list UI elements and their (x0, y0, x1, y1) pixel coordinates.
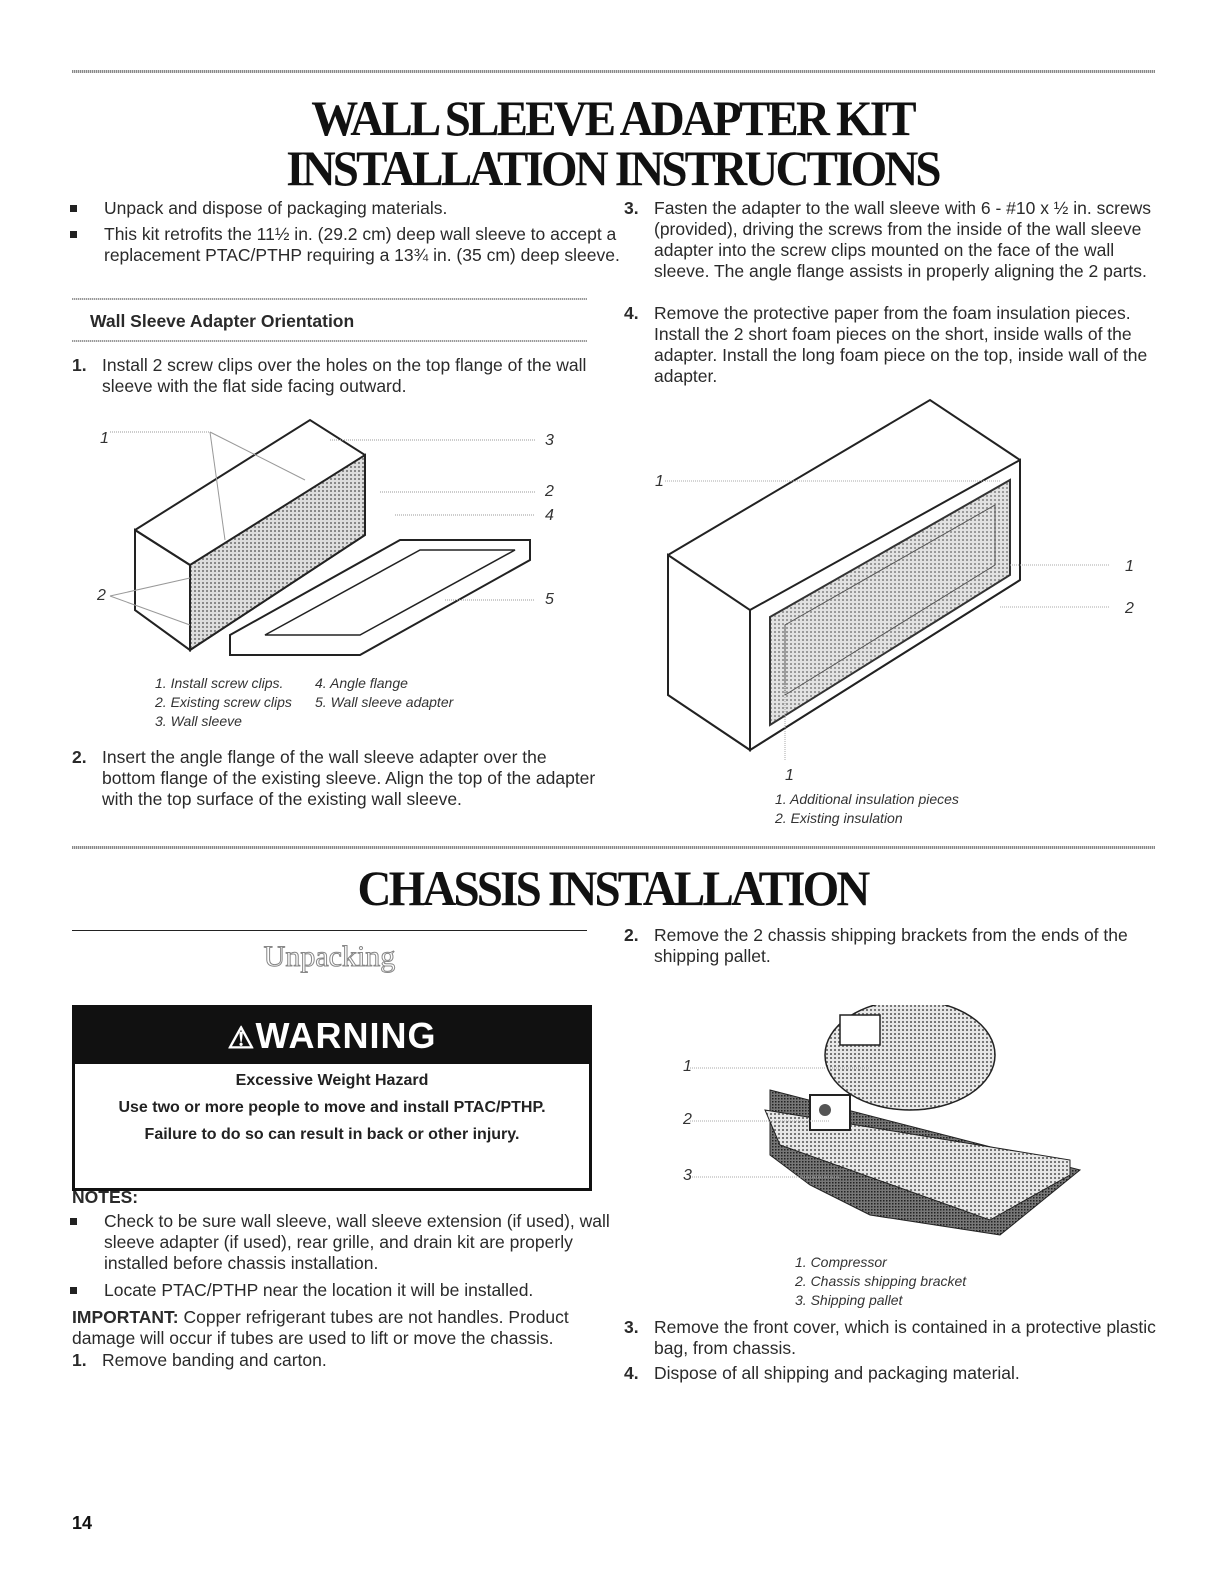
step-number: 3. (624, 1317, 639, 1337)
warning-line: Failure to do so can result in back or other injury. (144, 1126, 520, 1143)
figure1-callout: 4 (545, 507, 554, 524)
figure3-caption: 1. Compressor (795, 1254, 887, 1270)
figure1-callout: 2 (97, 587, 106, 604)
figure-wall-sleeve-adapter (90, 410, 570, 660)
step-number: 2. (72, 747, 87, 767)
figure3-caption: 3. Shipping pallet (795, 1292, 903, 1308)
warning-triangle-icon: ⚠ (227, 1022, 256, 1055)
warning-header (75, 1008, 589, 1064)
note-bullet: Check to be sure wall sleeve, wall sleeve extension (if used), wall sleeve adapter (if used), rear grille, and drain kit are properly installed before chassis installation. (62, 1211, 624, 1274)
warning-box (72, 1005, 592, 1191)
figure2-callout: 1 (655, 473, 664, 490)
figure1-callout: 3 (545, 432, 554, 449)
step-number: 1. (72, 1350, 87, 1370)
page-number: 14 (72, 1513, 93, 1533)
figure1-caption: 2. Existing screw clips (155, 694, 292, 710)
warning-line: Excessive Weight Hazard (235, 1072, 429, 1089)
important-note (72, 1307, 587, 1349)
page-title-line2: INSTALLATION INSTRUCTIONS (286, 140, 939, 196)
orientation-step-1 (72, 355, 607, 397)
note-bullet: Locate PTAC/PTHP near the location it will be installed. (62, 1280, 624, 1301)
mid-divider (72, 846, 1155, 849)
figure-insulation (650, 395, 1130, 775)
figure1-callout: 5 (545, 591, 554, 608)
step-number: 4. (624, 303, 639, 323)
section-rule-bottom (72, 340, 587, 342)
figure1-callout: 2 (545, 483, 554, 500)
step-text: Fasten the adapter to the wall sleeve with 6 - #10 x ½ in. screws (provided), driving the screws from the inside of the wall sleeve adapter into the screw clips mounted on the face of the wall sleeve. The angle flange assists in properly aligning the 2 parts. (654, 198, 1152, 281)
figure3-callout: 2 (683, 1111, 692, 1128)
page-title-line1: WALL SLEEVE ADAPTER KIT (311, 90, 914, 146)
chassis-step-3 (624, 1317, 1174, 1359)
step-number: 2. (624, 925, 639, 945)
figure2-callout: 2 (1125, 600, 1134, 617)
figure2-caption: 2. Existing insulation (775, 810, 903, 826)
step-number: 1. (72, 355, 87, 375)
adapter-step-3 (624, 198, 1174, 282)
figure3-callout: 1 (683, 1058, 692, 1075)
step-text: Remove the protective paper from the foam insulation pieces. Install the 2 short foam pieces on the short, inside walls of the adapter. Install the long foam piece on the top, inside wall of the adapter. (654, 303, 1148, 386)
important-text: Copper refrigerant tubes are not handles. Product damage will occur if tubes are used to lift or move the chassis. (72, 1307, 569, 1348)
figure2-callout: 1 (1125, 558, 1134, 575)
step-number: 4. (624, 1363, 639, 1383)
unpacking-rule (72, 930, 587, 931)
step-number: 3. (624, 198, 639, 218)
figure3-callout: 3 (683, 1167, 692, 1184)
figure1-caption: 3. Wall sleeve (155, 713, 242, 729)
notes-label: NOTES: (72, 1187, 139, 1207)
chassis-step-2 (624, 925, 1174, 967)
step-text: Dispose of all shipping and packaging material. (654, 1363, 1020, 1383)
step-text: Remove banding and carton. (102, 1350, 327, 1370)
figure1-callout: 1 (100, 430, 109, 447)
chassis-step-1 (72, 1350, 607, 1371)
figure1-caption: 1. Install screw clips. (155, 675, 284, 691)
chassis-step-4 (624, 1363, 1174, 1384)
figure3-caption: 2. Chassis shipping bracket (795, 1273, 967, 1289)
figure-shipping-bracket (670, 1005, 1090, 1240)
section-rule-top (72, 298, 587, 300)
top-divider (72, 70, 1155, 73)
step-text: Insert the angle flange of the wall sleeve adapter over the bottom flange of the existing sleeve. Align the top of the adapter with the top surface of the existing wall sleeve. (102, 747, 596, 809)
warning-line: Use two or more people to move and install PTAC/PTHP. (118, 1099, 546, 1116)
figure2-caption: 1. Additional insulation pieces (775, 791, 959, 807)
intro-bullet: Unpack and dispose of packaging materials. (62, 198, 624, 219)
step-text: Remove the front cover, which is contained in a protective plastic bag, from chassis. (654, 1317, 1156, 1358)
orientation-step-2 (72, 747, 602, 810)
step-text: Remove the 2 chassis shipping brackets from the ends of the shipping pallet. (654, 925, 1128, 966)
unpacking-heading: Unpacking (263, 940, 396, 973)
figure1-caption: 5. Wall sleeve adapter (315, 694, 454, 710)
adapter-step-4 (624, 303, 1174, 387)
warning-label: WARNING (255, 1015, 437, 1056)
important-label: IMPORTANT: (72, 1307, 179, 1327)
step-text: Install 2 screw clips over the holes on the top flange of the wall sleeve with the flat side facing outward. (102, 355, 587, 396)
chassis-title: CHASSIS INSTALLATION (357, 860, 868, 916)
intro-bullet: This kit retrofits the 11½ in. (29.2 cm) deep wall sleeve to accept a replacement PTAC/PTHP requiring a 13¾ in. (35 cm) deep sleeve. (62, 224, 624, 266)
figure2-callout: 1 (785, 767, 794, 784)
section-heading: Wall Sleeve Adapter Orientation (90, 311, 355, 331)
figure1-caption: 4. Angle flange (315, 675, 408, 691)
